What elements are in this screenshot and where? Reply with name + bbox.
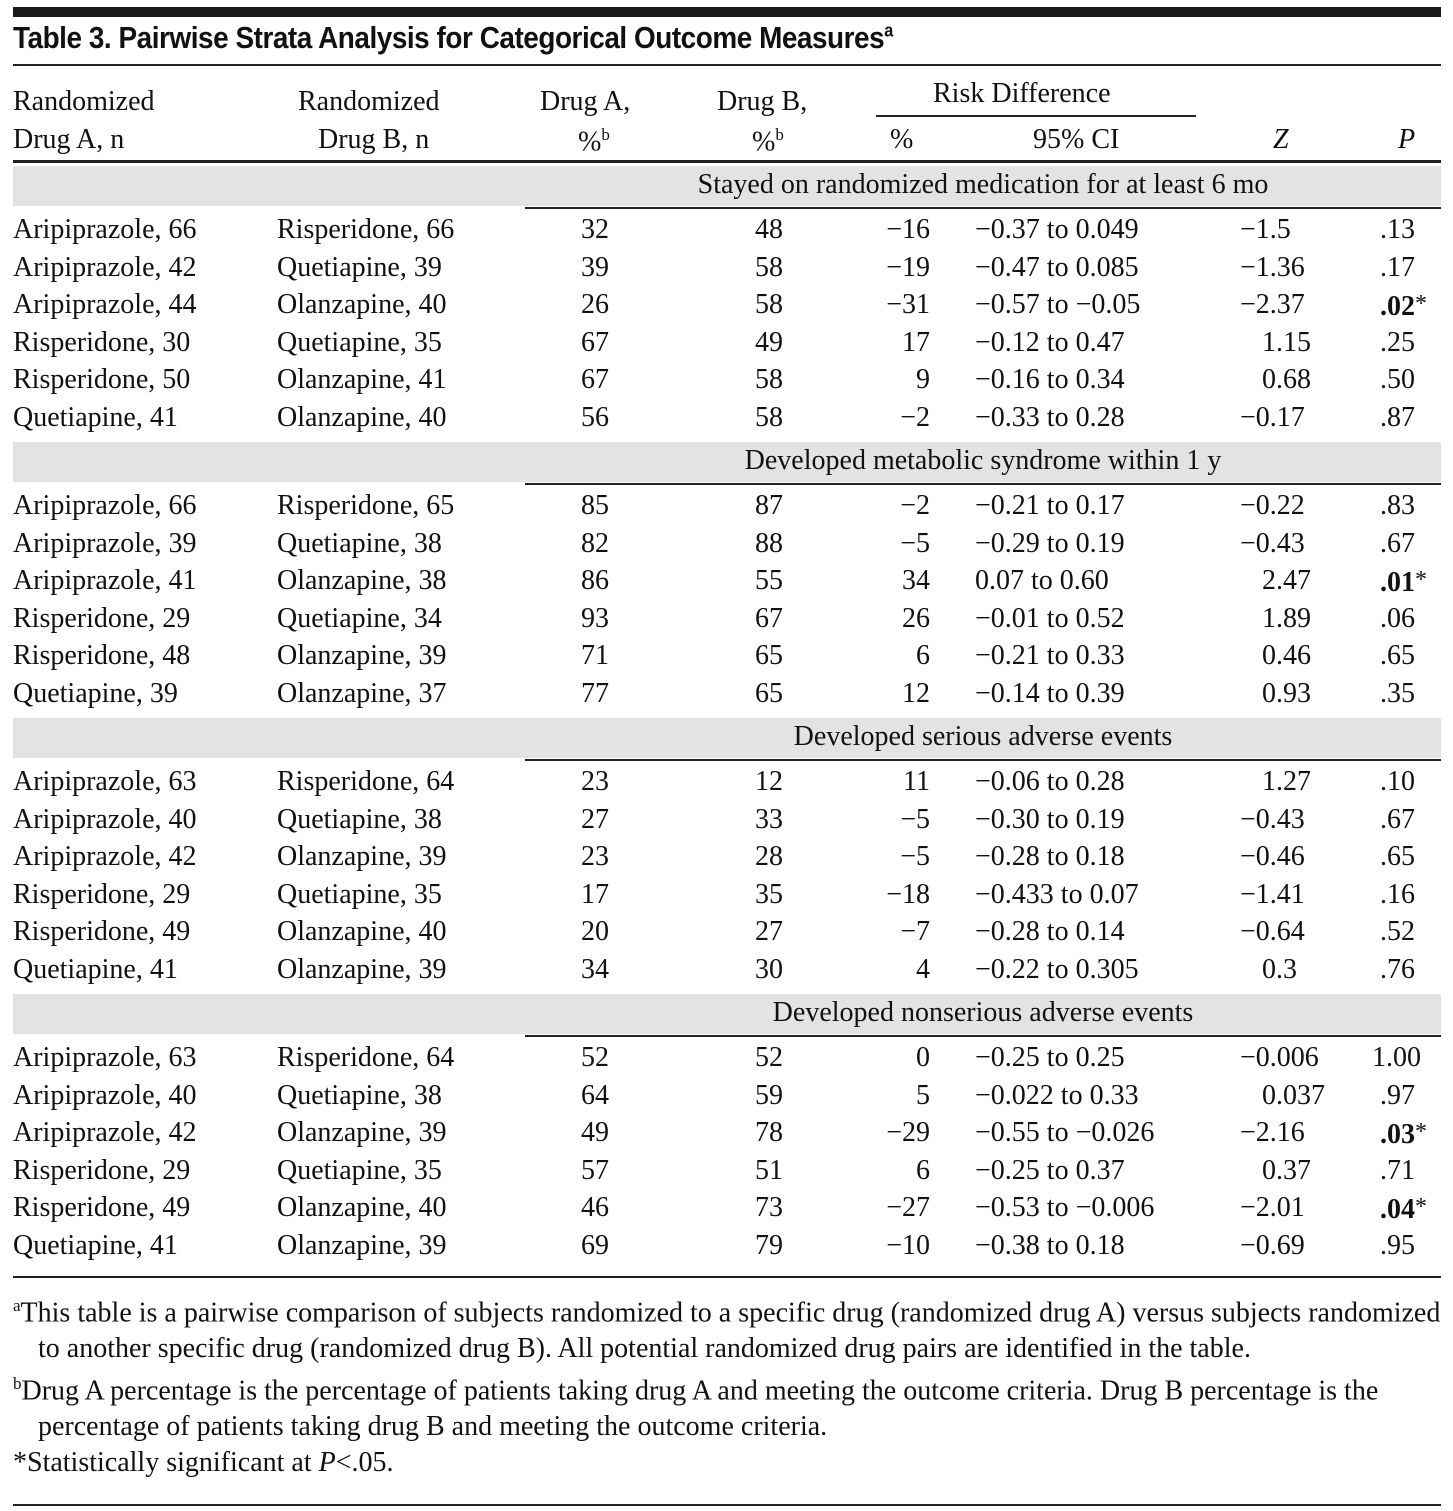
p-value: .83 — [1380, 490, 1415, 521]
risk-diff-ci: −0.37 to 0.049 — [975, 214, 1139, 245]
p-value: .06 — [1380, 602, 1415, 634]
section-rule — [525, 483, 1441, 485]
footnote-b-text: Drug A percentage is the percentage of patients taking drug A and meeting the outcome criteria. Drug B percentage is the percentage of patients taking drug B and meeting the outcome criteria. — [21, 1375, 1379, 1443]
drug-a-n: Aripiprazole, 42 — [13, 251, 197, 283]
z-value: 0.037 — [1262, 1079, 1325, 1111]
drug-a-pct: 77 — [581, 677, 609, 709]
drug-a-pct: 69 — [581, 1229, 609, 1261]
z-value: −2.37 — [1240, 289, 1305, 320]
bottom-rule — [13, 1504, 1441, 1506]
risk-diff-ci: −0.57 to −0.05 — [975, 289, 1141, 320]
risk-diff-pct: 6 — [916, 640, 930, 671]
table-row — [13, 876, 1441, 914]
drug-b-n: Quetiapine, 38 — [277, 1079, 442, 1111]
footnote-mark: b — [601, 125, 610, 144]
drug-b-n: Olanzapine, 37 — [277, 677, 447, 709]
risk-diff-pct: −19 — [886, 251, 930, 283]
drug-b-pct: 55 — [755, 565, 783, 596]
p-value — [1380, 1189, 1427, 1229]
section-label: Developed serious adverse events — [793, 721, 1173, 752]
significance-marker: * — [1415, 1194, 1427, 1220]
risk-diff-pct: 6 — [916, 1154, 930, 1186]
section-rows — [13, 482, 1441, 716]
risk-diff-ci: −0.33 to 0.28 — [975, 401, 1125, 433]
table-row — [13, 1114, 1441, 1152]
footnote-a — [13, 1288, 1441, 1366]
risk-diff-pct: 5 — [916, 1079, 930, 1111]
z-value: −1.41 — [1240, 878, 1305, 910]
drug-a-pct: 27 — [581, 803, 609, 835]
drug-a-pct: 82 — [581, 527, 609, 559]
risk-diff-ci: −0.22 to 0.305 — [975, 953, 1139, 985]
table-row — [13, 324, 1441, 362]
drug-a-n: Aripiprazole, 66 — [13, 490, 197, 521]
title-footnote-mark: a — [884, 20, 893, 41]
drug-a-n: Quetiapine, 39 — [13, 677, 178, 709]
drug-a-n: Aripiprazole, 40 — [13, 1079, 197, 1111]
z-value: −0.22 — [1240, 490, 1305, 521]
drug-b-pct: 73 — [755, 1192, 783, 1223]
drug-a-n: Quetiapine, 41 — [13, 953, 178, 985]
drug-b-pct: 52 — [755, 1042, 783, 1073]
header-drug-b-n: Randomized — [298, 86, 440, 117]
drug-b-n: Quetiapine, 35 — [277, 326, 442, 358]
risk-diff-ci: −0.21 to 0.33 — [975, 640, 1125, 671]
p-value — [1380, 1114, 1427, 1154]
risk-difference-rule — [876, 115, 1196, 117]
table-row — [13, 487, 1441, 525]
section-rule — [525, 207, 1441, 209]
table-row — [13, 1077, 1441, 1115]
footnote-mark: * — [13, 1446, 27, 1478]
z-value: −0.43 — [1240, 803, 1305, 835]
p-value: .65 — [1380, 640, 1415, 671]
risk-diff-pct: −5 — [900, 803, 930, 835]
table-row — [13, 211, 1441, 249]
p-value: .25 — [1380, 326, 1415, 358]
drug-b-n: Olanzapine, 39 — [277, 640, 447, 671]
section-rows — [13, 1034, 1441, 1268]
drug-a-pct: 71 — [581, 640, 609, 671]
section-rows — [13, 758, 1441, 992]
drug-a-pct: 34 — [581, 953, 609, 985]
drug-a-n: Aripiprazole, 42 — [13, 1117, 197, 1148]
footnote-b — [13, 1366, 1441, 1444]
z-value: 0.68 — [1262, 364, 1311, 395]
drug-b-pct: 65 — [755, 677, 783, 709]
p-value: .52 — [1380, 916, 1415, 947]
risk-diff-ci: −0.01 to 0.52 — [975, 602, 1125, 634]
p-value: .67 — [1380, 803, 1415, 835]
risk-diff-ci: −0.28 to 0.18 — [975, 841, 1125, 872]
risk-diff-pct: −2 — [900, 490, 930, 521]
drug-a-pct: 57 — [581, 1154, 609, 1186]
risk-diff-pct: −29 — [886, 1117, 930, 1148]
section-header — [13, 718, 1441, 758]
drug-a-n: Aripiprazole, 66 — [13, 214, 197, 245]
table-row — [13, 763, 1441, 801]
risk-diff-ci: −0.47 to 0.085 — [975, 251, 1139, 283]
p-value — [1380, 562, 1427, 602]
section-header — [13, 994, 1441, 1034]
drug-a-pct: 85 — [581, 490, 609, 521]
drug-a-pct: 23 — [581, 766, 609, 797]
drug-a-pct: 67 — [581, 326, 609, 358]
table-row — [13, 675, 1441, 713]
pct-sign: % — [752, 126, 776, 158]
drug-b-n: Olanzapine, 40 — [277, 401, 447, 433]
table-row — [13, 525, 1441, 563]
risk-diff-ci: −0.12 to 0.47 — [975, 326, 1125, 358]
p-value: .13 — [1380, 214, 1415, 245]
risk-diff-pct: −10 — [886, 1229, 930, 1261]
footnote-star — [13, 1445, 1441, 1481]
z-value: 0.3 — [1262, 953, 1297, 985]
z-value: −1.36 — [1240, 251, 1305, 283]
drug-b-n: Quetiapine, 35 — [277, 1154, 442, 1186]
risk-diff-ci: −0.433 to 0.07 — [975, 878, 1139, 910]
risk-diff-ci: −0.30 to 0.19 — [975, 803, 1125, 835]
table-row — [13, 801, 1441, 839]
z-value: −2.16 — [1240, 1117, 1305, 1148]
header-drug-b-pct-2 — [752, 126, 784, 156]
table-row — [13, 249, 1441, 287]
drug-a-n: Risperidone, 48 — [13, 640, 191, 671]
top-rule — [13, 7, 1441, 17]
drug-b-pct: 88 — [755, 527, 783, 559]
p-value — [1380, 286, 1427, 326]
risk-diff-pct: −31 — [886, 289, 930, 320]
drug-b-n: Quetiapine, 35 — [277, 878, 442, 910]
section-rule — [525, 759, 1441, 761]
risk-diff-pct: 26 — [902, 602, 930, 634]
drug-a-n: Risperidone, 50 — [13, 364, 191, 395]
p-value: .95 — [1380, 1229, 1415, 1261]
risk-diff-ci: −0.06 to 0.28 — [975, 766, 1125, 797]
drug-a-pct: 86 — [581, 565, 609, 596]
drug-b-pct: 78 — [755, 1117, 783, 1148]
drug-b-pct: 48 — [755, 214, 783, 245]
drug-b-pct: 58 — [755, 289, 783, 320]
drug-a-pct: 20 — [581, 916, 609, 947]
risk-diff-ci: −0.16 to 0.34 — [975, 364, 1125, 395]
p-value: .97 — [1380, 1079, 1415, 1111]
footnote-a-text: This table is a pairwise comparison of subjects randomized to a specific drug (randomized drug A) versus subjects randomized to another specific drug (randomized drug B). All potential randomized drug pairs are identified in the table. — [20, 1297, 1441, 1364]
risk-diff-pct: 34 — [902, 565, 930, 596]
z-value: −0.46 — [1240, 841, 1305, 872]
p-value: .17 — [1380, 251, 1415, 283]
drug-a-n: Aripiprazole, 44 — [13, 289, 197, 320]
risk-diff-ci: −0.55 to −0.026 — [975, 1117, 1155, 1148]
section-label: Developed metabolic syndrome within 1 y — [744, 445, 1222, 476]
p-value-significant: .01 — [1380, 567, 1415, 598]
section-rows — [13, 206, 1441, 440]
drug-a-n: Aripiprazole, 41 — [13, 565, 197, 596]
p-value: .76 — [1380, 953, 1415, 985]
z-value: 1.89 — [1262, 602, 1311, 634]
significance-marker: * — [1415, 291, 1427, 317]
footnote-star-threshold: <.05. — [335, 1446, 394, 1478]
footnote-mark: b — [13, 1374, 22, 1394]
z-value: 2.47 — [1262, 565, 1311, 596]
drug-b-pct: 49 — [755, 326, 783, 358]
risk-diff-pct: 17 — [902, 326, 930, 358]
risk-diff-pct: 9 — [916, 364, 930, 395]
header-rule — [13, 160, 1441, 163]
header-drug-a-n-2: Drug A, n — [13, 124, 125, 155]
drug-b-n: Olanzapine, 39 — [277, 841, 447, 872]
drug-a-n: Quetiapine, 41 — [13, 1229, 178, 1261]
drug-a-pct: 49 — [581, 1117, 609, 1148]
header-z: Z — [1273, 124, 1289, 155]
drug-b-n: Olanzapine, 40 — [277, 289, 447, 320]
z-value: −0.69 — [1240, 1229, 1305, 1261]
section-label: Developed nonserious adverse events — [772, 997, 1194, 1028]
drug-a-n: Risperidone, 49 — [13, 916, 191, 947]
section-header — [13, 166, 1441, 206]
drug-a-pct: 67 — [581, 364, 609, 395]
drug-a-pct: 46 — [581, 1192, 609, 1223]
drug-b-pct: 28 — [755, 841, 783, 872]
drug-a-n: Aripiprazole, 63 — [13, 766, 197, 797]
drug-b-n: Olanzapine, 40 — [277, 916, 447, 947]
drug-b-pct: 87 — [755, 490, 783, 521]
risk-diff-ci: 0.07 to 0.60 — [975, 565, 1109, 596]
z-value: −0.006 — [1240, 1042, 1319, 1073]
table-row — [13, 399, 1441, 437]
table-title — [13, 20, 893, 56]
drug-a-pct: 39 — [581, 251, 609, 283]
section-label: Stayed on randomized medication for at least 6 mo — [697, 169, 1269, 200]
drug-a-n: Risperidone, 29 — [13, 878, 191, 910]
table-row — [13, 913, 1441, 951]
table-row — [13, 562, 1441, 600]
p-value: .10 — [1380, 766, 1415, 797]
drug-b-pct: 79 — [755, 1229, 783, 1261]
drug-b-n: Quetiapine, 38 — [277, 527, 442, 559]
risk-diff-pct: 4 — [916, 953, 930, 985]
risk-diff-pct: −5 — [900, 527, 930, 559]
table-row — [13, 600, 1441, 638]
drug-a-n: Risperidone, 49 — [13, 1192, 191, 1223]
drug-b-pct: 33 — [755, 803, 783, 835]
z-value: −0.43 — [1240, 527, 1305, 559]
p-value: .35 — [1380, 677, 1415, 709]
drug-a-n: Aripiprazole, 40 — [13, 803, 197, 835]
table-row — [13, 838, 1441, 876]
z-value: −2.01 — [1240, 1192, 1305, 1223]
table-row — [13, 951, 1441, 989]
footnote-mark: a — [13, 1296, 21, 1315]
risk-diff-pct: 11 — [903, 766, 930, 797]
drug-b-pct: 51 — [755, 1154, 783, 1186]
drug-b-n: Risperidone, 64 — [277, 1042, 455, 1073]
footnote-mark: b — [775, 125, 784, 144]
footnote-star-p: P — [318, 1446, 336, 1478]
risk-diff-ci: −0.14 to 0.39 — [975, 677, 1125, 709]
drug-a-n: Quetiapine, 41 — [13, 401, 178, 433]
table-row — [13, 637, 1441, 675]
risk-diff-ci: −0.38 to 0.18 — [975, 1229, 1125, 1261]
drug-a-pct: 32 — [581, 214, 609, 245]
drug-b-n: Olanzapine, 41 — [277, 364, 447, 395]
drug-a-n: Aripiprazole, 42 — [13, 841, 197, 872]
z-value: −0.17 — [1240, 401, 1305, 433]
risk-diff-ci: −0.21 to 0.17 — [975, 490, 1125, 521]
table-row — [13, 1039, 1441, 1077]
p-value: .50 — [1380, 364, 1415, 395]
z-value: 1.27 — [1262, 766, 1311, 797]
p-value-significant: .03 — [1380, 1119, 1415, 1150]
z-value: 0.46 — [1262, 640, 1311, 671]
p-value-significant: .02 — [1380, 291, 1415, 322]
header-risk-difference: Risk Difference — [933, 78, 1111, 109]
p-value: .67 — [1380, 527, 1415, 559]
drug-a-pct: 64 — [581, 1079, 609, 1111]
drug-a-pct: 52 — [581, 1042, 609, 1073]
table-row — [13, 1227, 1441, 1265]
risk-diff-ci: −0.28 to 0.14 — [975, 916, 1125, 947]
significance-marker: * — [1415, 567, 1427, 593]
drug-a-n: Risperidone, 29 — [13, 1154, 191, 1186]
drug-b-pct: 30 — [755, 953, 783, 985]
header-rd-pct: % — [890, 124, 914, 155]
drug-b-n: Risperidone, 66 — [277, 214, 455, 245]
drug-a-pct: 93 — [581, 602, 609, 634]
header-drug-a-n: Randomized — [13, 86, 155, 117]
risk-diff-pct: 0 — [916, 1042, 930, 1073]
table-title-text: Table 3. Pairwise Strata Analysis for Categorical Outcome Measures — [13, 20, 885, 55]
footnotes — [13, 1288, 1441, 1480]
drug-a-n: Risperidone, 29 — [13, 602, 191, 634]
table-body — [13, 164, 1441, 1268]
section-rule — [525, 1035, 1441, 1037]
pct-sign: % — [578, 126, 602, 158]
z-value: −1.5 — [1240, 214, 1291, 245]
risk-diff-pct: −18 — [886, 878, 930, 910]
drug-a-pct: 56 — [581, 401, 609, 433]
p-value: .87 — [1380, 401, 1415, 433]
risk-diff-ci: −0.53 to −0.006 — [975, 1192, 1155, 1223]
drug-a-pct: 26 — [581, 289, 609, 320]
drug-b-n: Olanzapine, 40 — [277, 1192, 447, 1223]
title-rule — [13, 64, 1441, 66]
table-row — [13, 361, 1441, 399]
risk-diff-pct: −7 — [900, 916, 930, 947]
drug-b-pct: 58 — [755, 251, 783, 283]
drug-b-pct: 27 — [755, 916, 783, 947]
drug-b-n: Olanzapine, 39 — [277, 953, 447, 985]
drug-b-n: Quetiapine, 38 — [277, 803, 442, 835]
drug-a-n: Risperidone, 30 — [13, 326, 191, 358]
risk-diff-pct: −5 — [900, 841, 930, 872]
p-value-significant: .04 — [1380, 1194, 1415, 1225]
drug-b-pct: 67 — [755, 602, 783, 634]
p-value: .71 — [1380, 1154, 1415, 1186]
z-value: 0.37 — [1262, 1154, 1311, 1186]
risk-diff-pct: 12 — [902, 677, 930, 709]
header-rd-ci: 95% CI — [1033, 124, 1120, 155]
risk-diff-ci: −0.25 to 0.25 — [975, 1042, 1125, 1073]
drug-b-pct: 58 — [755, 364, 783, 395]
risk-diff-pct: −27 — [886, 1192, 930, 1223]
drug-b-n: Risperidone, 65 — [277, 490, 455, 521]
header-drug-a-pct-2 — [578, 126, 610, 156]
drug-b-n: Quetiapine, 34 — [277, 602, 442, 634]
drug-b-n: Olanzapine, 39 — [277, 1229, 447, 1261]
drug-a-n: Aripiprazole, 39 — [13, 527, 197, 559]
table-bottom-rule — [13, 1276, 1441, 1278]
drug-b-n: Quetiapine, 39 — [277, 251, 442, 283]
z-value: −0.64 — [1240, 916, 1305, 947]
header-drug-b-n-2: Drug B, n — [318, 124, 430, 155]
table-row — [13, 1152, 1441, 1190]
drug-a-n: Aripiprazole, 63 — [13, 1042, 197, 1073]
risk-diff-ci: −0.022 to 0.33 — [975, 1079, 1139, 1111]
table-row — [13, 1189, 1441, 1227]
header-p: P — [1398, 124, 1416, 155]
header-drug-b-pct: Drug B, — [717, 86, 808, 117]
risk-diff-ci: −0.25 to 0.37 — [975, 1154, 1125, 1186]
risk-diff-pct: −16 — [886, 214, 930, 245]
drug-b-pct: 58 — [755, 401, 783, 433]
drug-b-n: Risperidone, 64 — [277, 766, 455, 797]
z-value: 0.93 — [1262, 677, 1311, 709]
header-drug-a-pct: Drug A, — [540, 86, 631, 117]
footnote-star-text: Statistically significant at — [27, 1446, 319, 1478]
drug-a-pct: 17 — [581, 878, 609, 910]
drug-b-n: Olanzapine, 38 — [277, 565, 447, 596]
p-value: .16 — [1380, 878, 1415, 910]
significance-marker: * — [1415, 1119, 1427, 1145]
drug-b-pct: 35 — [755, 878, 783, 910]
table-row — [13, 286, 1441, 324]
drug-b-pct: 65 — [755, 640, 783, 671]
drug-b-n: Olanzapine, 39 — [277, 1117, 447, 1148]
drug-b-pct: 12 — [755, 766, 783, 797]
risk-diff-ci: −0.29 to 0.19 — [975, 527, 1125, 559]
p-value: 1.00 — [1372, 1042, 1421, 1073]
p-value: .65 — [1380, 841, 1415, 872]
drug-a-pct: 23 — [581, 841, 609, 872]
drug-b-pct: 59 — [755, 1079, 783, 1111]
risk-diff-pct: −2 — [900, 401, 930, 433]
z-value: 1.15 — [1262, 326, 1311, 358]
section-header — [13, 442, 1441, 482]
